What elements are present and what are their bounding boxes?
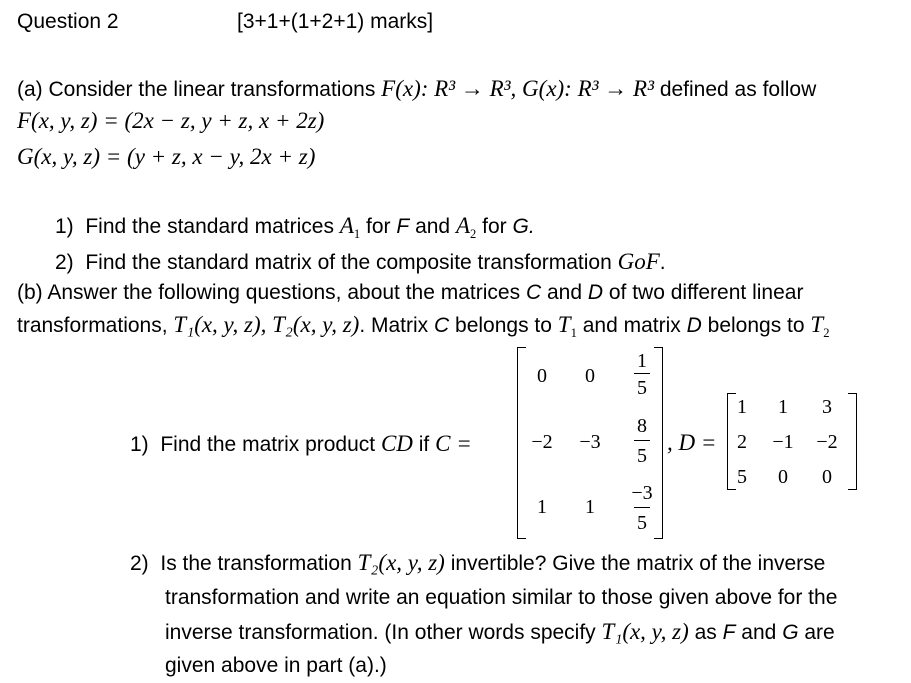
matrix-C-cell: 1	[585, 496, 595, 518]
D-equals: , D =	[667, 430, 717, 455]
fraction-bar	[634, 440, 650, 441]
matrix-D-cell: −1	[772, 431, 794, 453]
matrix-C-fraction-numerator: 1	[637, 350, 647, 372]
matrix-D-cell: 1	[778, 396, 788, 418]
matrix-D-cell: −2	[816, 431, 838, 453]
fraction-bar	[634, 373, 650, 374]
matrix-C-right-bracket	[654, 347, 663, 539]
matrix-C-fraction-denominator: 5	[637, 512, 647, 534]
part-a-question-2: 2) Find the standard matrix of the composite transformation GoF.	[55, 249, 666, 274]
G-definition: G(x, y, z) = (y + z, x − y, 2x + z)	[17, 144, 316, 169]
matrix-C-fraction-denominator: 5	[637, 445, 647, 467]
matrix-C-fraction-numerator: 8	[637, 415, 647, 437]
part-a-question-1: 1) Find the standard matrices $A_1$ for F and $A_2$ for G.	[55, 213, 535, 242]
part-b-question-1: 1) Find the matrix product CD if C =	[130, 431, 472, 456]
matrix-D-cell: 5	[737, 466, 747, 488]
matrix-C-cell: 0	[537, 365, 547, 387]
matrix-D-cell: 0	[822, 466, 832, 488]
part-b-question-2-line-4: given above in part (a).)	[165, 654, 387, 677]
part-b-question-2-line-3: inverse transformation. (In other words specify T₁(x, y, z) as F and G are	[165, 619, 835, 644]
matrix-D-cell: 0	[778, 466, 788, 488]
fraction-bar	[634, 507, 650, 508]
matrix-C-left-bracket	[517, 347, 526, 539]
part-b-question-2-line-1: 2) Is the transformation T₂(x, y, z) invertible? Give the matrix of the inverse	[130, 550, 826, 575]
matrix-C-fraction-denominator: 5	[637, 377, 647, 399]
matrix-D-cell: 2	[737, 431, 747, 453]
part-b-line-1: (b) Answer the following questions, about the matrices C and D of two different linear	[17, 281, 804, 304]
matrix-D-cell: 3	[822, 396, 832, 418]
part-a-intro: (a) Consider the linear transformations F(x): R³ → R³, G(x): R³ → R³ defined as follow	[17, 76, 817, 101]
matrix-D-cell: 1	[737, 396, 747, 418]
matrix-C-cell: 0	[585, 365, 595, 387]
matrix-C-cell: −3	[579, 431, 601, 453]
part-b-question-2-line-2: transformation and write an equation similar to those given above for the	[165, 586, 838, 609]
matrix-C-cell: −2	[531, 431, 553, 453]
matrix-C-cell: 1	[537, 496, 547, 518]
matrix-C-fraction-numerator: −3	[631, 482, 653, 504]
matrix-D-right-bracket	[848, 393, 857, 490]
F-definition: F(x, y, z) = (2x − z, y + z, x + 2z)	[17, 108, 325, 133]
part-b-line-2: transformations, T₁(x, y, z), T₂(x, y, z). Matrix C belongs to $T_1$ and matrix D belongs to $T_2$	[17, 312, 830, 341]
marks-label: [3+1+(1+2+1) marks]	[237, 10, 434, 33]
question-title: Question 2	[17, 10, 119, 33]
